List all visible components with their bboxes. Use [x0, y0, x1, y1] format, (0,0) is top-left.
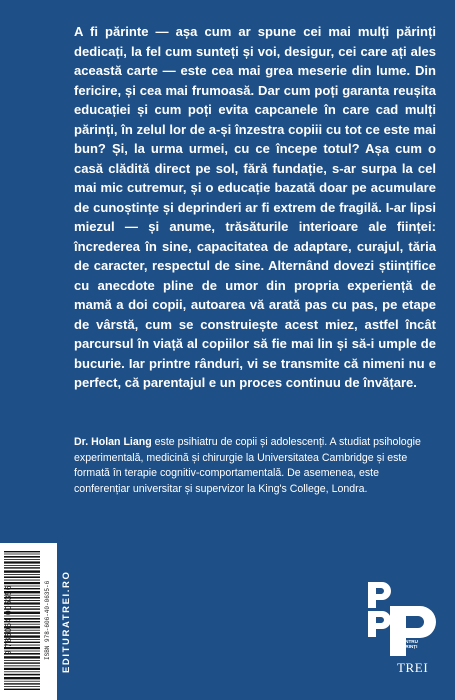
author-bio [74, 435, 434, 497]
publisher-website: EDITURATREI.RO [61, 570, 72, 674]
collection-line: PĂRINȚI [399, 644, 418, 650]
book-blurb: A fi părinte — așa cum ar spune cei mai mulți părinți dedicați, la fel cum sunteți și voi, desigur, cei care ați ales această carte — este cea mai grea meserie din lume. Din fericire, și cea mai frumoasă. Dar cum poți garanta reușita educației și cum poți evita capcanele în care cad mulți părinți, în zelul lor de a-și înzestra copiii cu tot ce este mai bun? Și, la urma urmei, cu ce începe totul? Așa cum o casă clădită direct pe sol, fără fundație, s-ar surpa la cel mai mic cutremur, și o educație bazată doar pe acumulare de cunoștințe și deprinderi ar fi extrem de fragilă. I-ar lipsi miezul — și anume, trăsăturile interioare ale ființei: încrederea în sine, capacitatea de adaptare, curajul, tăria de caracter, respectul de sine. Alternând dovezi științifice cu anecdote pline de umor din propria experiență de mamă a doi copii, autoarea vă arată pas cu pas, pe etape de vârstă, cum se construiește acest miez, astfel încât parcursul în viață al copiilor să fie mai lin și să-i umple de bucurie. Iar printre rânduri, vi se transmite că nimeni nu e perfect, că parentajul e un proces continuu de învățare. [74, 24, 436, 390]
publisher-name: TREI [397, 660, 429, 675]
collection-line: PRACTICĂ [399, 633, 423, 639]
collection-caption [399, 628, 449, 650]
ppp-collection-logo-icon [368, 582, 448, 662]
collection-line: PENTRU [399, 638, 418, 644]
isbn-label: ISBN 978-606-40-0635-6 [44, 580, 51, 661]
author-bio-text: este psihiatru de copii și adolescenți. A studiat psihologie experimentală, medicină și chirurgie la Universitatea Cambridge și este formată în terapie cognitiv-comportamentală. De asemenea, este conferențiar universitar și supervizor la King's College, Londra. [74, 436, 421, 495]
collection-line: PSIHOLOGIE [399, 628, 428, 633]
barcode-digits: 9 786064 006356 [4, 585, 13, 656]
author-name: Dr. Holan Liang [74, 436, 152, 448]
